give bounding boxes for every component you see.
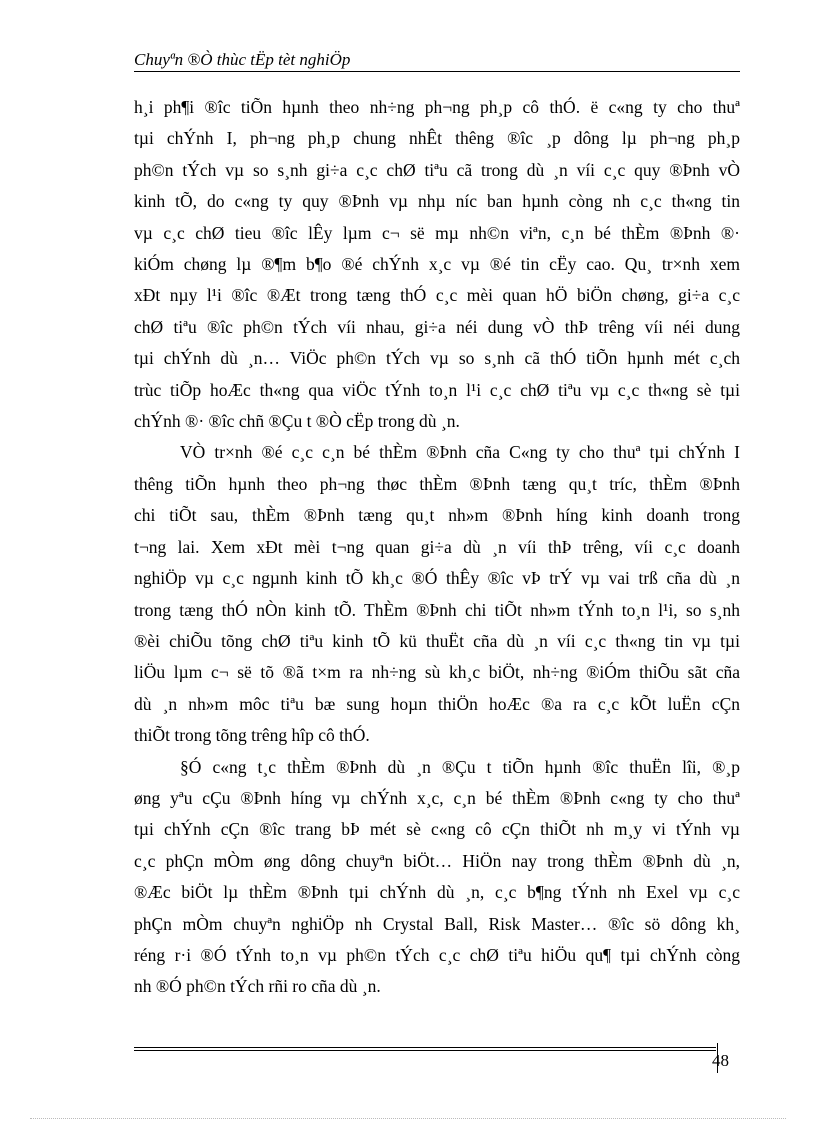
document-body xyxy=(134,92,740,1003)
text-line: nghiÖp vµ c¸c ngµnh kinh tÕ kh¸c ®Ó thÊy ®îc vÞ trÝ vµ vai trß cña dù ¸n xyxy=(134,568,740,589)
text-line: vµ c¸c chØ tieu ®îc lÊy lµm c¬ së mµ nh©n viªn, c¸n bé thÈm ®Þnh ®· xyxy=(134,222,740,243)
text-line: kiÓm chøng lµ ®¶m b¶o ®é chÝnh x¸c vµ ®é tin cËy cao. Qu¸ tr×nh xem xyxy=(134,254,740,275)
text-line: trong tæng thÓ nÒn kinh tÕ. ThÈm ®Þnh chi tiÕt nh»m tÝnh to¸n l¹i, so s¸nh xyxy=(134,599,740,620)
text-line: VÒ tr×nh ®é c¸c c¸n bé thÈm ®Þnh cña C«ng ty cho thuª tµi chÝnh I xyxy=(180,442,740,463)
text-line: dù ¸n nh»m môc tiªu bæ sung hoµn thiÖn hoÆc ®a ra c¸c kÕt luËn cÇn xyxy=(134,693,740,714)
text-line: tµi chÝnh I, ph¬ng ph¸p chung nhÊt thêng ®îc ¸p dông lµ ph¬ng ph¸p xyxy=(134,128,740,149)
paragraph xyxy=(134,92,740,437)
footer-divider-bottom xyxy=(134,1050,716,1051)
text-line: chÝnh ®· ®îc chñ ®Çu t ®Ò cËp trong dù ¸n. xyxy=(134,411,460,432)
text-line: ®èi chiÕu tõng chØ tiªu kinh tÕ kü thuËt cña dù ¸n víi c¸c th«ng tin vµ tµi xyxy=(134,630,740,651)
text-line: chØ tiªu ®îc ph©n tÝch víi nhau, gi÷a néi dung vÒ thÞ trêng víi néi dung xyxy=(134,316,740,337)
text-line: kinh tÕ, do c«ng ty quy ®Þnh vµ nhµ níc ban hµnh còng nh c¸c th«ng tin xyxy=(134,191,740,212)
text-line: thêng tiÕn hµnh theo ph¬ng thøc thÈm ®Þnh tæng qu¸t tríc, thÈm ®Þnh xyxy=(134,473,740,494)
header-divider xyxy=(134,71,740,72)
text-line: tµi chÝnh cÇn ®îc trang bÞ mét sè c«ng cô cÇn thiÕt nh m¸y vi tÝnh vµ xyxy=(134,819,740,840)
text-line: réng r·i ®Ó tÝnh to¸n vµ ph©n tÝch c¸c chØ tiªu hiÖu qu¶ tµi chÝnh còng xyxy=(134,944,740,965)
text-line: øng yªu cÇu ®Þnh híng vµ chÝnh x¸c, c¸n bé thÈm ®Þnh c«ng ty cho thuª xyxy=(134,787,740,808)
text-line: §Ó c«ng t¸c thÈm ®Þnh dù ¸n ®Çu t tiÕn hµnh ®îc thuËn lîi, ®¸p xyxy=(180,756,740,777)
text-line: nh ®Ó ph©n tÝch rñi ro cña dù ¸n. xyxy=(134,976,381,997)
footer-divider-top xyxy=(134,1047,716,1048)
text-line: c¸c phÇn mÒm øng dông chuyªn biÖt… HiÖn nay trong thÈm ®Þnh dù ¸n, xyxy=(134,850,740,871)
text-line: ®Æc biÖt lµ thÈm ®Þnh tµi chÝnh dù ¸n, c¸c b¶ng tÝnh nh Exel vµ c¸c xyxy=(134,882,740,903)
text-line: tµi chÝnh dù ¸n… ViÖc ph©n tÝch vµ so s¸nh cã thÓ tiÕn hµnh mét c¸ch xyxy=(134,348,740,369)
text-line: trùc tiÕp hoÆc th«ng qua viÖc tÝnh to¸n l¹i c¸c chØ tiªu vµ c¸c th«ng sè tµi xyxy=(134,379,740,400)
text-line: thiÕt trong tõng trêng hîp cô thÓ. xyxy=(134,725,370,746)
page-header-title: Chuyªn ®Ò thùc tËp tèt nghiÖp xyxy=(134,50,351,69)
text-line: t¬ng lai. Xem xÐt mèi t¬ng quan gi÷a dù ¸n víi thÞ trêng, víi c¸c doanh xyxy=(134,536,740,557)
page-bottom-dotted-edge xyxy=(30,1118,786,1119)
text-line: chi tiÕt sau, thÈm ®Þnh tæng qu¸t nh»m ®Þnh híng kinh doanh trong xyxy=(134,505,740,526)
page-number: 48 xyxy=(712,1051,729,1070)
text-line: xÐt nµy l¹i ®îc ®Æt trong tæng thÓ c¸c mèi quan hÖ biÖn chøng, gi÷a c¸c xyxy=(134,285,740,306)
paragraph xyxy=(134,752,740,1003)
text-line: ph©n tÝch vµ so s¸nh gi÷a c¸c chØ tiªu cã trong dù ¸n víi c¸c quy ®Þnh vÒ xyxy=(134,159,740,180)
text-line: h¸i ph¶i ®îc tiÕn hµnh theo nh÷ng ph¬ng ph¸p cô thÓ. ë c«ng ty cho thuª xyxy=(134,97,740,117)
text-line: phÇn mÒm chuyªn nghiÖp nh Crystal Ball, Risk Master… ®îc sö dông kh¸ xyxy=(134,913,740,934)
paragraph xyxy=(134,437,740,751)
text-line: liÖu lµm c¬ së tõ ®ã t×m ra nh÷ng sù kh¸c biÖt, nh÷ng ®iÓm thiÕu sãt cña xyxy=(134,662,740,683)
